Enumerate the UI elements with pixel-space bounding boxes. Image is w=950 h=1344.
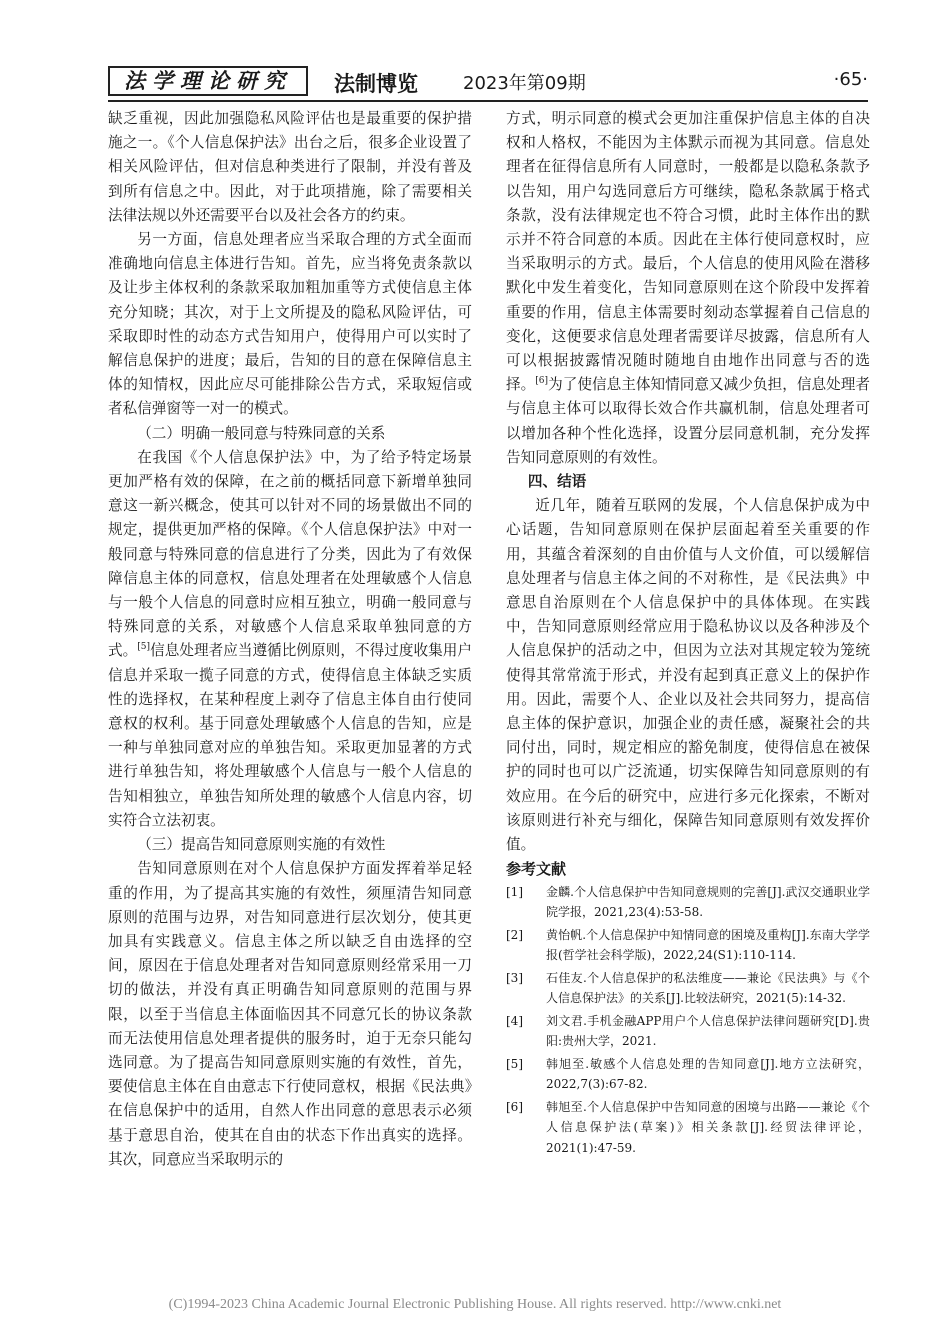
reference-number: [3] <box>506 970 523 985</box>
citation: [5] <box>137 642 151 653</box>
header-rule <box>108 100 868 102</box>
paragraph <box>108 446 472 833</box>
reference-item <box>506 1097 870 1159</box>
reference-number: [5] <box>506 1056 523 1071</box>
paragraph: 另一方面，信息处理者应当采取合理的方式全面而准确地向信息主体进行告知。首先，应当将免责条款以及让步主体权利的条款采取加粗加重等方式使信息主体充分知晓；其次，对于上文所提及的隐私风险评估，可采取即时性的动态方式告知用户，使得用户可以实时了解信息保护的进度；最后，告知的目的意在保障信息主体的知情权，因此应尽可能排除公告方式，采取短信或者私信弹窗等一对一的模式。 <box>108 231 472 418</box>
reference-text: 金麟.个人信息保护中告知同意规则的完善[J].武汉交通职业学院学报，2021,23(4):53-58. <box>546 884 870 919</box>
reference-item <box>506 1011 870 1052</box>
column-name: 法学理论研究 <box>108 66 308 96</box>
reference-number: [1] <box>506 884 523 899</box>
reference-item <box>506 1054 870 1095</box>
reference-text: 韩旭至.个人信息保护中告知同意的困境与出路——兼论《个人信息保护法(草案)》相关条款[J].经贸法律评论，2021(1):47-59. <box>546 1099 870 1155</box>
paragraph: 缺乏重视，因此加强隐私风险评估也是最重要的保护措施之一。《个人信息保护法》出台之后，很多企业设置了相关风险评估，但对信息种类进行了限制，并没有普及到所有信息之中。因此，对于此项措施，除了需要相关法律法规以外还需要平台以及社会各方的约束。 <box>108 110 472 224</box>
reference-text: 黄怡帆.个人信息保护中知情同意的困境及重构[J].东南大学学报(哲学社会科学版)，2022,24(S1):110-114. <box>546 927 870 962</box>
page-header <box>108 66 868 98</box>
reference-number: [6] <box>506 1099 523 1114</box>
reference-item <box>506 925 870 966</box>
section-heading: 四、结语 <box>527 473 587 491</box>
section-heading: （二）明确一般同意与特殊同意的关系 <box>137 424 386 442</box>
reference-text: 刘文君.手机金融APP用户个人信息保护法律问题研究[D].贵阳:贵州大学，2021. <box>546 1013 870 1048</box>
paragraph-text: 为了使信息主体知情同意又减少负担，信息处理者与信息主体可以取得长效合作共赢机制，信息处理者可以增加各种个性化选择，设置分层同意机制，充分发挥告知同意原则的有效性。 <box>506 376 870 466</box>
paragraph-text: 信息处理者应当遵循比例原则，不得过度收集用户信息并采取一揽子同意的方式，使得信息主体缺乏实质性的选择权，在某种程度上剥夺了信息主体自由行使同意权的权利。基于同意处理敏感个人信息的告知，应是一种与单独同意对应的单独告知。采取更加显著的方式进行单独告知，将处理敏感个人信息与一般个人信息的告知相独立，单独告知所处理的敏感个人信息内容，切实符合立法初衷。 <box>108 642 472 829</box>
reference-number: [4] <box>506 1013 523 1028</box>
page-number: ·65· <box>833 69 868 90</box>
section-heading: （三）提高告知同意原则实施的有效性 <box>137 836 386 854</box>
references-heading: 参考文献 <box>506 860 567 879</box>
copyright-footer: (C)1994-2023 China Academic Journal Electronic Publishing House. All rights reserved. http://www.cnki.net <box>168 1297 782 1312</box>
magazine-title: 法制博览 <box>334 72 418 96</box>
paragraph-text: 在我国《个人信息保护法》中，为了给予特定场景更加严格有效的保障，在之前的概括同意下新增单独同意这一新兴概念，使其可以针对不同的场景做出不同的规定，提供更加严格的保障。《个人信息保护法》中对一般同意与特殊同意的信息进行了分类，因此为了有效保障信息主体的同意权，信息处理者在处理敏感个人信息与一般个人信息的同意时应相互独立，明确一般同意与特殊同意的关系，对敏感个人信息采取单独同意的方式。 <box>108 448 472 660</box>
paragraph: 告知同意原则在对个人信息保护方面发挥着举足轻重的作用，为了提高其实施的有效性，须厘清告知同意原则的范围与边界，对告知同意进行层次划分，使其更加具有实践意义。信息主体之所以缺乏自由选择的空间，原因在于信息处理者对告知同意原则经常采用一刀切的做法，并没有真正明确告知同意原则的范围与界限，以至于当信息主体面临因其不同意冗长的协议条款而无法使用信息处理者提供的服务时，迫于无奈只能勾选同意。为了提高告知同意原则实施的有效性，首先，要使信息主体在自由意志下行使同意权，根据《民法典》在信息保护中的适用，自然人作出同意的意思表示必须基于意思自治，使其在自由的状态下作出真实的选择。其次，同意应当采取明示的 <box>108 860 472 1168</box>
paragraph: 近几年，随着互联网的发展，个人信息保护成为中心话题，告知同意原则在保护层面起着至关重要的作用，其蕴含着深刻的自由价值与人文价值，可以缓解信息处理者与信息主体之间的不对称性，是《民法典》中意思自治原则在个人信息保护中的具体体现。在实践中，告知同意原则经常应用于隐私协议以及各种涉及个人信息保护的活动之中，但因为立法对其规定较为笼统使得其常常流于形式，并没有起到真正意义上的保护作用。因此，需要个人、企业以及社会共同努力，提高信息主体的保护意识，加强企业的责任感，凝聚社会的共同付出，同时，规定相应的豁免制度，使得信息在被保护的同时也可以广泛流通，切实保障告知同意原则的有效应用。在今后的研究中，应进行多元化探索，不断对该原则进行补充与细化，保障告知同意原则有效发挥价值。 <box>506 497 870 854</box>
issue-label: 2023年第09期 <box>463 73 586 94</box>
reference-item <box>506 882 870 923</box>
right-column <box>506 107 870 1160</box>
left-column <box>108 107 472 1172</box>
reference-text: 韩旭至.敏感个人信息处理的告知同意[J].地方立法研究，2022,7(3):67-82. <box>546 1056 870 1091</box>
reference-list <box>506 882 870 1159</box>
citation: [6] <box>535 376 549 387</box>
reference-number: [2] <box>506 927 523 942</box>
paragraph <box>506 107 870 470</box>
reference-item <box>506 968 870 1009</box>
reference-text: 石佳友.个人信息保护的私法维度——兼论《民法典》与《个人信息保护法》的关系[J].比较法研究，2021(5):14-32. <box>546 970 870 1005</box>
paragraph-text: 方式，明示同意的模式会更加注重保护信息主体的自决权和人格权，不能因为主体默示而视为其同意。信息处理者在征得信息所有人同意时，一般都是以隐私条款予以告知，用户勾选同意后方可继续，隐私条款属于格式条款，没有法律规定也不符合习惯，此时主体作出的默示并不符合同意的本质。因此在主体行使同意权时，应当采取明示的方式。最后，个人信息的使用风险在潜移默化中发生着变化，告知同意原则在这个阶段中发挥着重要的作用，信息主体需要时刻动态掌握着自己信息的变化，这便要求信息处理者需要详尽披露，信息所有人可以根据披露情况随时随地自由地作出同意与否的选择。 <box>506 110 870 394</box>
